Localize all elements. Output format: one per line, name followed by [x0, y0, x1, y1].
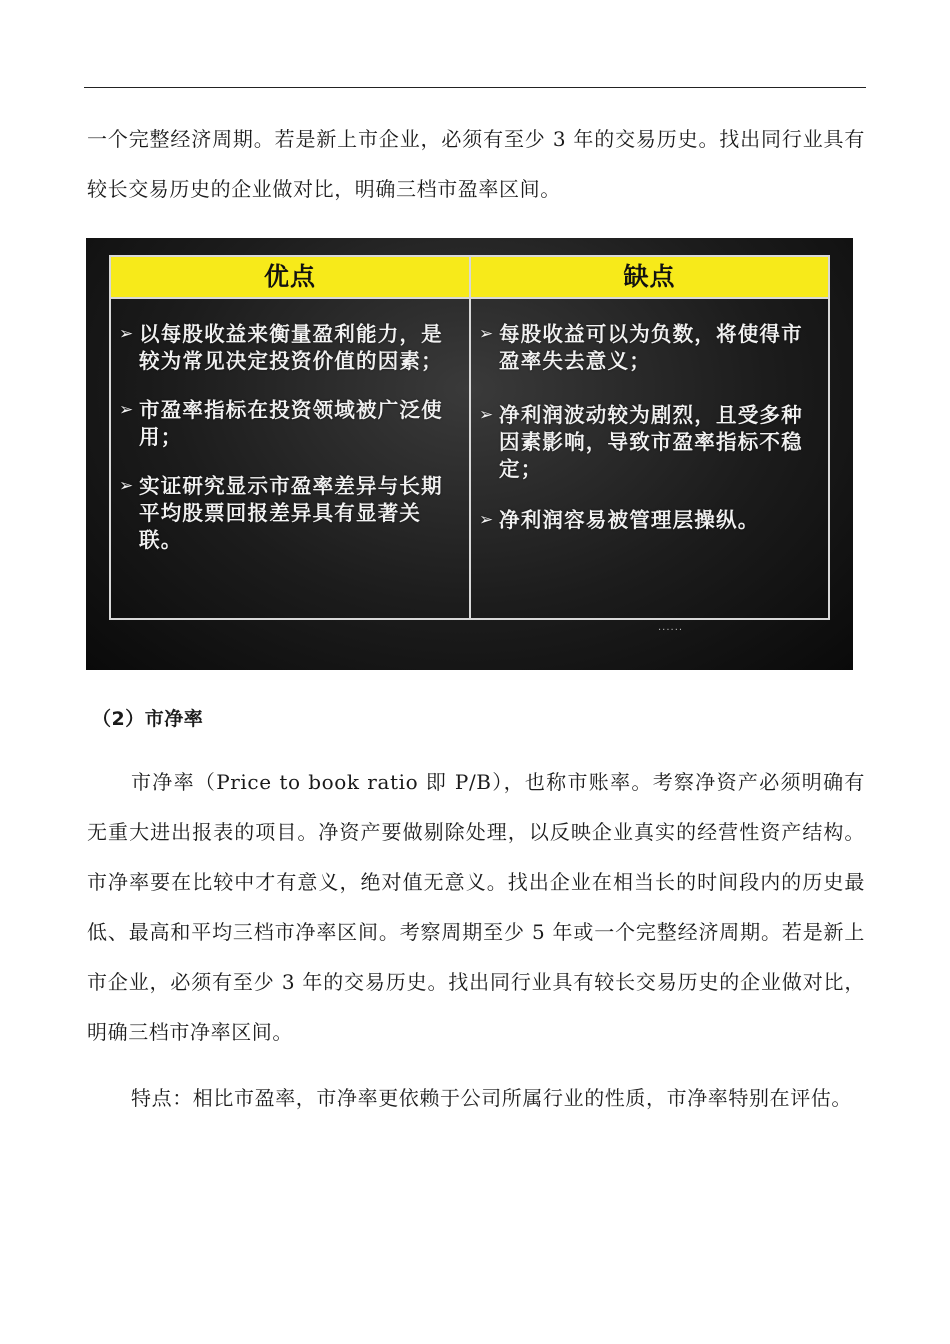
pros-list [111, 299, 469, 554]
intro-paragraph: 一个完整经济周期。若是新上市企业，必须有至少 3 年的交易历史。找出同行业具有较长交易历史的企业做对比，明确三档市盈率区间。 [87, 127, 865, 201]
pb-paragraph: 市净率（Price to book ratio 即 P/B），也称市账率。考察净资产必须明确有无重大进出报表的项目。净资产要做剔除处理，以反映企业真实的经营性资产结构。市净率要在比较中才有意义，绝对值无意义。找出企业在相当长的时间段内的历史最低、最高和平均三档市净率区间。考察周期至少 5 年或一个完整经济周期。若是新上市企业，必须有至少 3 年的交易历史。找出同行业具有较长交易历史的企业做对比，明确三档市净率区间。 [87, 770, 865, 1044]
features-paragraph: 特点：相比市盈率，市净率更依赖于公司所属行业的性质，市净率特别在评估。 [131, 1086, 852, 1110]
pe-pros-cons-slide [86, 238, 853, 670]
pros-column [111, 257, 471, 618]
cons-header: 缺点 [471, 257, 828, 299]
bullet-arrow-icon: ➢ [119, 324, 135, 344]
bullet-arrow-icon: ➢ [479, 510, 495, 530]
slide-footer-dots: ...... [658, 622, 684, 633]
pros-cons-table [109, 255, 830, 620]
pros-item: ➢ 以每股收益来衡量盈利能力，是较为常见决定投资价值的因素； [119, 322, 443, 373]
pros-item: ➢ 实证研究显示市盈率差异与长期平均股票回报差异具有显著关联。 [119, 474, 443, 552]
bullet-arrow-icon: ➢ [119, 476, 135, 496]
pros-item: ➢ 市盈率指标在投资领域被广泛使用； [119, 398, 443, 449]
bullet-arrow-icon: ➢ [119, 400, 135, 420]
bullet-arrow-icon: ➢ [479, 324, 495, 344]
cons-item: ➢ 净利润波动较为剧烈，且受多种因素影响，导致市盈率指标不稳定； [479, 403, 803, 481]
section-heading: （2）市净率 [92, 708, 204, 730]
bullet-arrow-icon: ➢ [479, 405, 495, 425]
header-rule [84, 87, 866, 88]
cons-list [471, 299, 828, 534]
pros-header: 优点 [111, 257, 469, 299]
cons-column [471, 257, 828, 618]
cons-item: ➢ 每股收益可以为负数，将使得市盈率失去意义； [479, 322, 803, 373]
cons-item: ➢ 净利润容易被管理层操纵。 [479, 508, 760, 532]
